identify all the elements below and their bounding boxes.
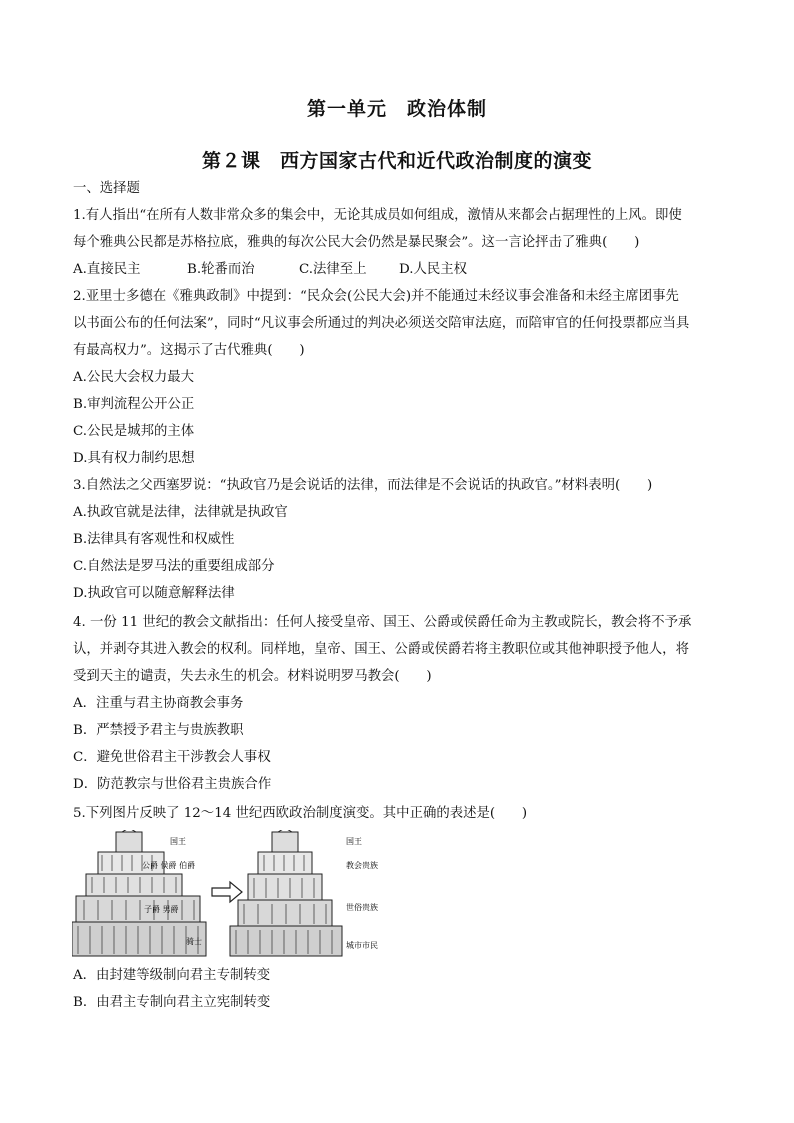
q2-option-c: C.公民是城邦的主体: [73, 424, 195, 439]
q1-options: [73, 261, 467, 279]
q2-option-d: D.具有权力制约思想: [73, 451, 195, 466]
right-label-clergy: 教会贵族: [346, 861, 378, 870]
q2-stem-line2: 以书面公布的任何法案”，同时“凡议事会所通过的判决必须送交陪审法庭，而陪审官的任何投票都应当具: [73, 316, 690, 331]
q4-option-d: D．防范教宗与世俗君主贵族合作: [73, 777, 272, 792]
left-label-king: 国王: [170, 837, 186, 846]
transition-arrow: [212, 882, 242, 902]
right-pyramid: [230, 830, 342, 956]
q1-stem-line1: 1.有人指出“在所有人数非常众多的集会中，无论其成员如何组成，激情从来都会占据理性的上风。即使: [73, 208, 682, 223]
q3-option-d: D.执政官可以随意解释法律: [73, 586, 235, 601]
q2-stem-line1: 2.亚里士多德在《雅典政制》中提到：“民众会(公民大会)并不能通过未经议事会准备和未经主席团事先: [73, 289, 679, 304]
q4-stem-line1: 4. 一份 11 世纪的教会文献指出：任何人接受皇帝、国王、公爵或侯爵任命为主教或院长，教会将不予承: [73, 615, 692, 630]
q3-stem-line1: 3.自然法之父西塞罗说：“执政官乃是会说话的法律，而法律是不会说话的执政官。”材料表明( ): [73, 478, 653, 493]
q3-option-c: C.自然法是罗马法的重要组成部分: [73, 559, 275, 574]
q4-stem-line2: 认，并剥夺其进入教会的权利。同样地，皇帝、国王、公爵或侯爵若将主教职位或其他神职授予他人，将: [73, 642, 689, 657]
q1-stem-line2: 每个雅典公民都是苏格拉底，雅典的每次公民大会仍然是暴民聚会”。这一言论抨击了雅典( ): [73, 235, 640, 250]
lesson-title: 第２课 西方国家古代和近代政治制度的演变: [201, 150, 592, 172]
q1-option-a: A.直接民主: [73, 262, 141, 277]
q1-option-c: C.法律至上: [299, 262, 367, 277]
right-label-nobility: 世俗贵族: [346, 903, 378, 912]
q4-option-a: A．注重与君主协商教会事务: [73, 696, 244, 711]
q2-option-a: A.公民大会权力最大: [73, 370, 195, 385]
left-label-viscounts: 子爵 男爵: [144, 905, 179, 914]
right-label-burghers: 城市市民: [346, 941, 378, 950]
q4-option-c: C．避免世俗君主干涉教会人事权: [73, 750, 271, 765]
left-label-dukes: 公爵 侯爵 伯爵: [142, 861, 196, 870]
unit-title: 第一单元 政治体制: [306, 98, 487, 120]
left-label-knights: 骑士: [186, 937, 202, 946]
q2-option-b: B.审判流程公开公正: [73, 397, 195, 412]
q5-option-b: B．由君主专制向君主立宪制转变: [73, 995, 271, 1010]
right-label-king: 国王: [346, 837, 362, 846]
q5-stem-line1: 5.下列图片反映了 12～14 世纪西欧政治制度演变。其中正确的表述是( ): [73, 806, 528, 821]
q1-option-b: B.轮番而治: [187, 262, 255, 277]
q3-option-a: A.执政官就是法律，法律就是执政官: [73, 505, 288, 520]
q5-option-a: A．由封建等级制向君主专制转变: [73, 968, 271, 983]
q4-stem-line3: 受到天主的谴责，失去永生的机会。材料说明罗马教会( ): [73, 669, 432, 684]
q2-stem-line3: 有最高权力”。这揭示了古代雅典( ): [73, 343, 305, 358]
q4-option-b: B．严禁授予君主与贵族教职: [73, 723, 244, 738]
hierarchy-pyramids-illustration: [72, 830, 402, 960]
section-heading: 一、选择题: [73, 181, 140, 196]
feudal-hierarchy-figure: [72, 830, 402, 960]
q1-option-d: D.人民主权: [399, 262, 468, 277]
q3-option-b: B.法律具有客观性和权威性: [73, 532, 235, 547]
